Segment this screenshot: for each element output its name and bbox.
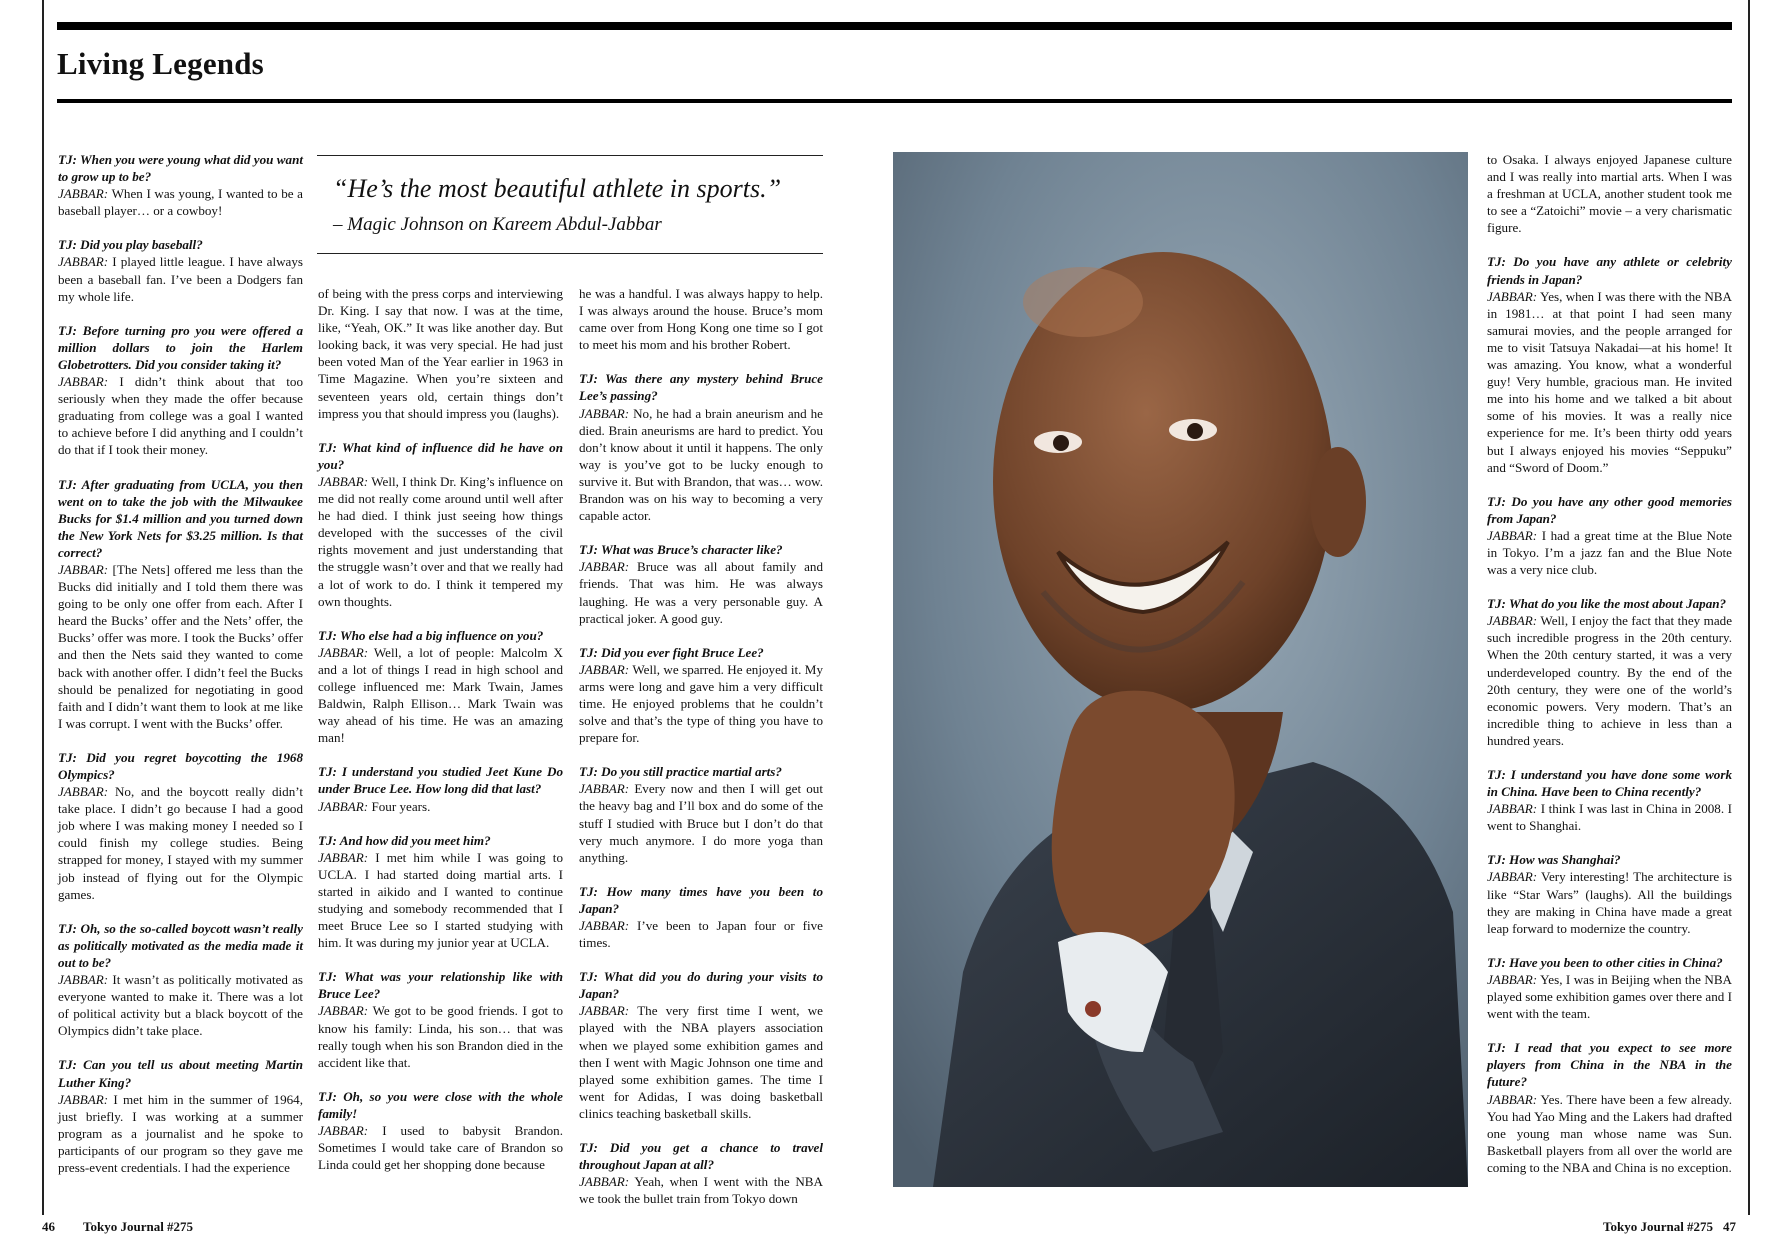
left-page-edge	[42, 0, 44, 1215]
column-1	[58, 151, 303, 1193]
speaker-label: JABBAR:	[579, 1174, 630, 1190]
interview-question: TJ: Did you play baseball?	[58, 237, 203, 253]
column-3	[579, 285, 823, 1207]
interview-question: TJ: Have you been to other cities in China?	[1487, 954, 1723, 970]
interview-answer: [The Nets] offered me less than the Bucks did initially and I told them there was going to be only one offer from each. After I heard the Bucks’ offer and the Nets’ offer, the Bucks’ offer was more. I took the Bucks’ offer and then the Nets said they wanted to come back with another offer. I didn’t feel the Bucks should be penalized for negotiating in good faith and I didn’t want them to look at me like I was corrupt. I went with the Bucks’ offer.	[58, 561, 303, 731]
speaker-label: JABBAR:	[318, 849, 369, 865]
speaker-label: JABBAR:	[579, 559, 630, 575]
column-2	[318, 285, 563, 1193]
interview-question: TJ: Do you still practice martial arts?	[579, 764, 782, 780]
interview-question: TJ: When you were young what did you want to grow up to be?	[58, 152, 303, 185]
speaker-label: JABBAR:	[318, 473, 369, 489]
left-page-number: 46	[42, 1219, 55, 1234]
interview-question: TJ: I understand you have done some work in China. Have been to China recently?	[1487, 767, 1732, 800]
speaker-label: JABBAR:	[579, 661, 630, 677]
qa-block	[579, 883, 823, 951]
interview-question: TJ: Oh, so you were close with the whole family!	[318, 1088, 563, 1121]
interview-question: TJ: What kind of influence did he have on you?	[318, 439, 563, 472]
interview-answer: Well, I enjoy the fact that they made such incredible progress in the 20th century. When the 20th century started, it was a very underdeveloped country. By the end of the 20th century, they were one of the world’s economic powers. Very modern. That’s an incredible thing to achieve in less than a hundred years.	[1487, 613, 1733, 748]
top-rule	[57, 22, 1732, 30]
interview-question: TJ: What did you do during your visits to Japan?	[579, 969, 823, 1002]
qa-block	[579, 763, 823, 866]
qa-block	[1487, 1039, 1732, 1176]
interview-question: TJ: Did you ever fight Bruce Lee?	[579, 644, 764, 660]
right-publication-name: Tokyo Journal #275	[1603, 1219, 1714, 1234]
interview-answer: Yes, I was in Beijing when the NBA played some exhibition games over there and I went with the team.	[1487, 971, 1733, 1022]
interview-answer: I’ve been to Japan four or five times.	[579, 918, 823, 951]
speaker-label: JABBAR:	[579, 781, 630, 797]
speaker-label: JABBAR:	[579, 1003, 630, 1019]
speaker-label: JABBAR:	[1487, 1091, 1538, 1107]
qa-block	[1487, 253, 1732, 475]
interview-answer: Yes, when I was there with the NBA in 1981… at that point I had seen many samurai movies, and the people arranged for me to visit Tatsuya Nakadai—at his home! It was amazing. You know, what a wonderful guy! Very humble, gracious man. He invited me into his home and we talked a bit about some of his movies. It was a really nice experience for me. It’s been thirty odd years but I always enjoyed his movies “Seppuku” and “Sword of Doom.”	[1487, 288, 1732, 475]
speaker-label: JABBAR:	[1487, 288, 1538, 304]
qa-block	[579, 285, 823, 353]
speaker-label: JABBAR:	[58, 561, 109, 577]
qa-block	[318, 285, 563, 422]
portrait-photo	[893, 152, 1468, 1187]
interview-answer: When I was young, I wanted to be a baseball player… or a cowboy!	[58, 186, 303, 219]
pull-quote-text: “He’s the most beautiful athlete in sports.”	[333, 174, 782, 203]
interview-answer: of being with the press corps and interviewing Dr. King. I say that now. I was at the time, like, “Yeah, OK.” It was like another day. But looking back, it was very special. He had just been voted Man of the Year earlier in 1963 in Time Magazine. When you’re sixteen and seventeen years old, certain things don’t impress you that should impress you (laughs).	[318, 286, 563, 421]
qa-block	[1487, 151, 1732, 236]
interview-question: TJ: Do you have any other good memories from Japan?	[1487, 493, 1732, 526]
interview-answer: I didn’t think about that too seriously when they made the offer because graduating from college was a goal I wanted to achieve before I did anything and I couldn’t do that if I took their money.	[58, 374, 304, 458]
interview-question: TJ: How was Shanghai?	[1487, 852, 1621, 868]
interview-question: TJ: Oh, so the so-called boycott wasn’t really as politically motivated as the media made it out to be?	[58, 920, 303, 970]
qa-block	[318, 763, 563, 814]
speaker-label: JABBAR:	[58, 972, 109, 988]
pull-quote	[317, 155, 823, 254]
interview-answer: No, and the boycott really didn’t take place. I didn’t go because I had a good job where I was making money I needed so I could finish my college studies. Being strapped for money, I stayed with my summer job instead of flying out for the Olympic games.	[58, 784, 303, 902]
interview-question: TJ: How many times have you been to Japan?	[579, 883, 823, 916]
interview-answer: I had a great time at the Blue Note in Tokyo. I’m a jazz fan and the Blue Note was a very nice club.	[1487, 527, 1732, 578]
qa-block	[579, 370, 823, 524]
speaker-label: JABBAR:	[1487, 971, 1538, 987]
qa-block	[1487, 766, 1732, 834]
qa-block	[58, 236, 303, 304]
interview-question: TJ: After graduating from UCLA, you then went on to take the job with the Milwaukee Bucks for $1.4 million and you turned down the New York Nets for $3.25 million. Is that correct?	[58, 476, 303, 560]
interview-answer: I played little league. I have always been a baseball fan. I’ve been a Dodgers fan my whole life.	[58, 254, 304, 304]
speaker-label: JABBAR:	[318, 1123, 369, 1139]
qa-block	[58, 476, 303, 732]
qa-block	[579, 1139, 823, 1207]
interview-question: TJ: What was Bruce’s character like?	[579, 542, 783, 558]
interview-answer: Every now and then I will get out the heavy bag and I’ll box and do some of the stuff I studied with Bruce but I don’t do that very much anymore. I do more yoga than anything.	[579, 781, 823, 865]
interview-answer: The very first time I went, we played with the NBA players association when we played some exhibition games and then I went with Magic Johnson one time and played some exhibition games. The time I went for Adidas, I was doing basketball clinics teaching basketball skills.	[579, 1003, 823, 1121]
title-rule	[57, 99, 1732, 103]
interview-answer: Yes. There have been a few already. You had Yao Ming and the Lakers had drafted one young man whose name was Sun. Basketball players from all over the world are coming to the NBA and China is no exception.	[1487, 1091, 1732, 1175]
interview-question: TJ: Can you tell us about meeting Martin Luther King?	[58, 1057, 303, 1090]
interview-answer: to Osaka. I always enjoyed Japanese culture and I was really into martial arts. When I was a freshman at UCLA, another student took me to see a “Zatoichi” movie – a very charismatic figure.	[1487, 152, 1732, 236]
speaker-label: JABBAR:	[318, 1003, 369, 1019]
qa-block	[58, 322, 303, 459]
qa-block	[318, 439, 563, 610]
interview-answer: I met him in the summer of 1964, just briefly. I was working at a summer program as a journalist and he spoke to participants of our program so they gave me press-event credentials. I had the experience	[58, 1091, 303, 1175]
interview-question: TJ: Who else had a big influence on you?	[318, 627, 544, 643]
interview-answer: I used to babysit Brandon. Sometimes I would take care of Brandon so Linda could get her shopping done because	[318, 1123, 563, 1173]
qa-block	[579, 644, 823, 747]
qa-block	[1487, 595, 1732, 749]
speaker-label: JABBAR:	[1487, 613, 1538, 629]
qa-block	[318, 832, 563, 952]
interview-question: TJ: I read that you expect to see more players from China in the NBA in the future?	[1487, 1040, 1732, 1090]
qa-block	[579, 968, 823, 1122]
interview-question: TJ: Did you regret boycotting the 1968 Olympics?	[58, 749, 303, 782]
speaker-label: JABBAR:	[1487, 527, 1538, 543]
speaker-label: JABBAR:	[58, 1091, 109, 1107]
speaker-label: JABBAR:	[318, 644, 369, 660]
interview-answer: Well, I think Dr. King’s influence on me did not really come around until well after he had died. I think just seeing how things developed with the successes of the civil rights movement and just understanding that the struggle wasn’t over and that we really had a lot of work to do. I think it tempered my own thoughts.	[318, 473, 563, 609]
section-title: Living Legends	[57, 46, 264, 81]
pull-quote-attribution: – Magic Johnson on Kareem Abdul-Jabbar	[333, 214, 662, 235]
speaker-label: JABBAR:	[58, 254, 109, 270]
speaker-label: JABBAR:	[579, 918, 630, 933]
qa-block	[318, 968, 563, 1071]
interview-question: TJ: And how did you meet him?	[318, 832, 491, 848]
left-publication-name: Tokyo Journal #275	[83, 1219, 194, 1234]
qa-block	[318, 627, 563, 747]
qa-block	[1487, 851, 1732, 936]
interview-answer: I met him while I was going to UCLA. I had started doing martial arts. I started in aikido and I wanted to continue studying and somebody recommended that I meet Bruce Lee so I started studying with him. It was during my junior year at UCLA.	[318, 849, 563, 951]
speaker-label: JABBAR:	[1487, 869, 1538, 885]
interview-answer: he was a handful. I was always happy to help. I was always around the house. Bruce’s mom came over from Hong Kong one time so I got to meet his mom and his brother Robert.	[579, 286, 823, 353]
interview-answer: We got to be good friends. I got to know his family: Linda, his son… that was really tough when his son Brandon died in the accident like that.	[318, 1003, 563, 1070]
interview-answer: Yeah, when I went with the NBA we took the bullet train from Tokyo down	[579, 1174, 823, 1207]
qa-block	[58, 749, 303, 903]
interview-answer: Well, we sparred. He enjoyed it. My arms were long and gave him a very difficult time. He enjoyed problems that he couldn’t solve and that’s the type of thing you have to prepare for.	[579, 661, 823, 746]
qa-block	[58, 920, 303, 1040]
interview-answer: It wasn’t as politically motivated as everyone wanted to make it. There was a lot of political activity but a black boycott of the Olympics didn’t take place.	[58, 972, 303, 1039]
speaker-label: JABBAR:	[58, 784, 109, 800]
interview-answer: Very interesting! The architecture is like “Star Wars” (laughs). All the buildings they are making in China have made a great leap forward to modernize the country.	[1487, 869, 1732, 936]
qa-block	[58, 151, 303, 219]
interview-answer: Well, a lot of people: Malcolm X and a lot of things I read in high school and college influenced me: Mark Twain, James Baldwin, Ralph Ellison… Mark Twain was way ahead of his time. He was an amazing man!	[318, 644, 563, 746]
speaker-label: JABBAR:	[1487, 801, 1538, 817]
interview-question: TJ: I understand you studied Jeet Kune Do under Bruce Lee. How long did that last?	[318, 764, 563, 797]
interview-question: TJ: Was there any mystery behind Bruce Lee’s passing?	[579, 371, 823, 404]
qa-block	[1487, 954, 1732, 1022]
interview-answer: No, he had a brain aneurism and he died. Brain aneurisms are hard to predict. You don’t know about it until it happens. The only way is you’ve got to be lucky enough to survive it. But with Brandon, that was… wow. Brandon was on his way to becoming a very capable actor.	[579, 405, 823, 524]
interview-question: TJ: Before turning pro you were offered a million dollars to join the Harlem Globetrotters. Did you consider taking it?	[58, 322, 303, 372]
right-page-edge	[1748, 0, 1750, 1215]
interview-question: TJ: What was your relationship like with Bruce Lee?	[318, 969, 563, 1002]
interview-question: TJ: Do you have any athlete or celebrity friends in Japan?	[1487, 254, 1732, 287]
interview-answer: I think I was last in China in 2008. I went to Shanghai.	[1487, 801, 1732, 834]
speaker-label: JABBAR:	[58, 186, 109, 202]
speaker-label: JABBAR:	[58, 374, 109, 390]
right-page-number: 47	[1723, 1219, 1736, 1234]
qa-block	[1487, 493, 1732, 578]
interview-question: TJ: What do you like the most about Japan?	[1487, 596, 1727, 612]
speaker-label: JABBAR:	[318, 798, 369, 814]
qa-block	[318, 1088, 563, 1173]
interview-question: TJ: Did you get a chance to travel throughout Japan at all?	[579, 1140, 823, 1173]
interview-answer: Bruce was all about family and friends. That was him. He was always laughing. He was a very personable guy. A practical joker. A good guy.	[579, 559, 823, 626]
speaker-label: JABBAR:	[579, 405, 630, 421]
qa-block	[58, 1056, 303, 1176]
qa-block	[579, 541, 823, 626]
column-4	[1487, 151, 1732, 1193]
interview-answer: Four years.	[371, 798, 431, 814]
